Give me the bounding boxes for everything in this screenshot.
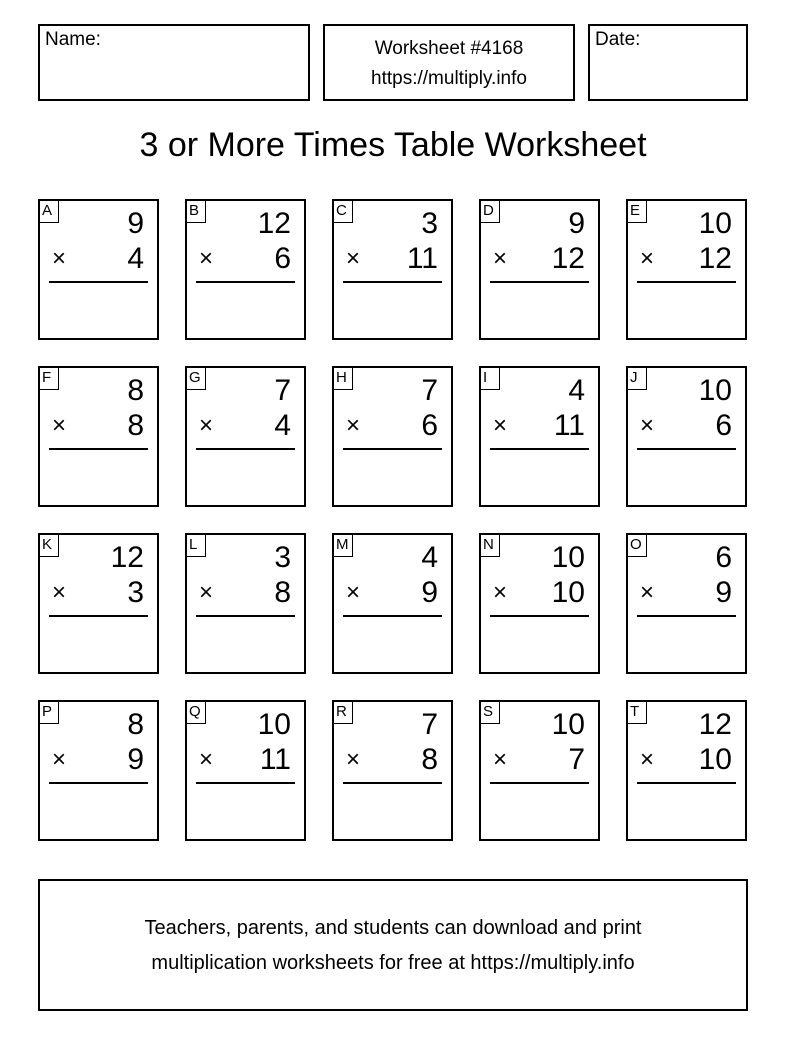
answer-line	[196, 448, 295, 450]
multiplicand: 7	[421, 374, 438, 407]
answer-line	[49, 615, 148, 617]
multiplicand: 6	[715, 541, 732, 574]
date-field-box[interactable]	[588, 24, 748, 101]
problem-card-h	[332, 366, 453, 507]
multiplier: 8	[421, 743, 438, 776]
multiplicand: 3	[421, 207, 438, 240]
multiplicand: 4	[568, 374, 585, 407]
multiplier: 9	[127, 743, 144, 776]
multiplicand: 12	[110, 541, 144, 574]
footer-line-1: Teachers, parents, and students can download and print	[144, 917, 642, 939]
answer-line	[637, 448, 736, 450]
problem-letter: J	[626, 366, 647, 390]
problem-card-k	[38, 533, 159, 674]
problem-card-p	[38, 700, 159, 841]
multiplicand: 12	[698, 708, 732, 741]
problem-card-n	[479, 533, 600, 674]
times-sign-icon: ×	[199, 579, 214, 606]
problem-card-a	[38, 199, 159, 340]
multiplier: 4	[274, 409, 291, 442]
multiplicand: 7	[421, 708, 438, 741]
times-sign-icon: ×	[52, 746, 67, 773]
multiplier: 12	[551, 242, 585, 275]
multiplier: 8	[274, 576, 291, 609]
multiplicand: 10	[257, 708, 291, 741]
problem-letter: M	[332, 533, 353, 557]
problem-card-o	[626, 533, 747, 674]
problem-letter: K	[38, 533, 59, 557]
problem-letter: P	[38, 700, 59, 724]
problem-letter: S	[479, 700, 500, 724]
times-sign-icon: ×	[199, 412, 214, 439]
name-field-box[interactable]	[38, 24, 310, 101]
times-sign-icon: ×	[52, 579, 67, 606]
multiplicand: 8	[127, 708, 144, 741]
multiplier: 11	[259, 743, 291, 776]
problem-card-c	[332, 199, 453, 340]
answer-line	[196, 615, 295, 617]
footer-box	[38, 879, 748, 1011]
problem-card-f	[38, 366, 159, 507]
date-label: Date:	[595, 29, 641, 50]
multiplier: 7	[568, 743, 585, 776]
multiplicand: 3	[274, 541, 291, 574]
multiplier: 6	[421, 409, 438, 442]
problem-card-r	[332, 700, 453, 841]
answer-line	[343, 782, 442, 784]
problem-card-m	[332, 533, 453, 674]
times-sign-icon: ×	[493, 412, 508, 439]
answer-line	[196, 281, 295, 283]
problem-letter: N	[479, 533, 500, 557]
times-sign-icon: ×	[640, 245, 655, 272]
answer-line	[343, 448, 442, 450]
multiplier: 11	[406, 242, 438, 275]
times-sign-icon: ×	[52, 245, 67, 272]
multiplicand: 10	[551, 708, 585, 741]
problem-card-q	[185, 700, 306, 841]
problem-card-b	[185, 199, 306, 340]
times-sign-icon: ×	[346, 746, 361, 773]
worksheet-url: https://multiply.info	[371, 68, 527, 89]
problem-letter: G	[185, 366, 206, 390]
problem-letter: O	[626, 533, 647, 557]
times-sign-icon: ×	[346, 579, 361, 606]
answer-line	[343, 281, 442, 283]
name-label: Name:	[45, 29, 101, 50]
page-title: 3 or More Times Table Worksheet	[139, 126, 647, 164]
answer-line	[490, 782, 589, 784]
problem-letter: H	[332, 366, 353, 390]
multiplicand: 10	[698, 374, 732, 407]
multiplier: 10	[551, 576, 585, 609]
problem-letter: F	[38, 366, 59, 390]
answer-line	[637, 782, 736, 784]
times-sign-icon: ×	[199, 746, 214, 773]
multiplier: 4	[127, 242, 144, 275]
problem-letter: B	[185, 199, 206, 223]
problem-letter: D	[479, 199, 500, 223]
multiplicand: 10	[698, 207, 732, 240]
problem-letter: L	[185, 533, 206, 557]
answer-line	[196, 782, 295, 784]
problem-card-t	[626, 700, 747, 841]
problem-card-g	[185, 366, 306, 507]
times-sign-icon: ×	[493, 245, 508, 272]
answer-line	[490, 615, 589, 617]
multiplicand: 9	[127, 207, 144, 240]
multiplier: 12	[698, 242, 732, 275]
multiplier: 11	[553, 409, 585, 442]
problem-letter: C	[332, 199, 353, 223]
problem-letter: Q	[185, 700, 206, 724]
answer-line	[490, 281, 589, 283]
times-sign-icon: ×	[640, 746, 655, 773]
times-sign-icon: ×	[493, 579, 508, 606]
problem-card-i	[479, 366, 600, 507]
problem-letter: A	[38, 199, 59, 223]
footer-line-2: multiplication worksheets for free at https://multiply.info	[151, 952, 635, 974]
times-sign-icon: ×	[52, 412, 67, 439]
multiplier: 6	[274, 242, 291, 275]
answer-line	[637, 281, 736, 283]
multiplier: 10	[698, 743, 732, 776]
times-sign-icon: ×	[640, 579, 655, 606]
multiplicand: 4	[421, 541, 438, 574]
multiplicand: 7	[274, 374, 291, 407]
times-sign-icon: ×	[199, 245, 214, 272]
problem-card-s	[479, 700, 600, 841]
problem-card-e	[626, 199, 747, 340]
multiplier: 3	[127, 576, 144, 609]
answer-line	[49, 782, 148, 784]
multiplicand: 10	[551, 541, 585, 574]
multiplicand: 12	[257, 207, 291, 240]
times-sign-icon: ×	[493, 746, 508, 773]
multiplier: 6	[715, 409, 732, 442]
multiplier: 9	[715, 576, 732, 609]
worksheet-info-box	[323, 24, 575, 101]
multiplier: 9	[421, 576, 438, 609]
answer-line	[490, 448, 589, 450]
answer-line	[49, 281, 148, 283]
multiplier: 8	[127, 409, 144, 442]
problem-letter: E	[626, 199, 647, 223]
times-sign-icon: ×	[640, 412, 655, 439]
times-sign-icon: ×	[346, 245, 361, 272]
problem-letter: T	[626, 700, 647, 724]
problem-card-j	[626, 366, 747, 507]
times-sign-icon: ×	[346, 412, 361, 439]
multiplicand: 8	[127, 374, 144, 407]
problem-card-l	[185, 533, 306, 674]
answer-line	[637, 615, 736, 617]
problem-card-d	[479, 199, 600, 340]
answer-line	[343, 615, 442, 617]
worksheet-number: Worksheet #4168	[374, 38, 524, 59]
answer-line	[49, 448, 148, 450]
problem-letter: R	[332, 700, 353, 724]
problem-letter: I	[479, 366, 500, 390]
multiplicand: 9	[568, 207, 585, 240]
